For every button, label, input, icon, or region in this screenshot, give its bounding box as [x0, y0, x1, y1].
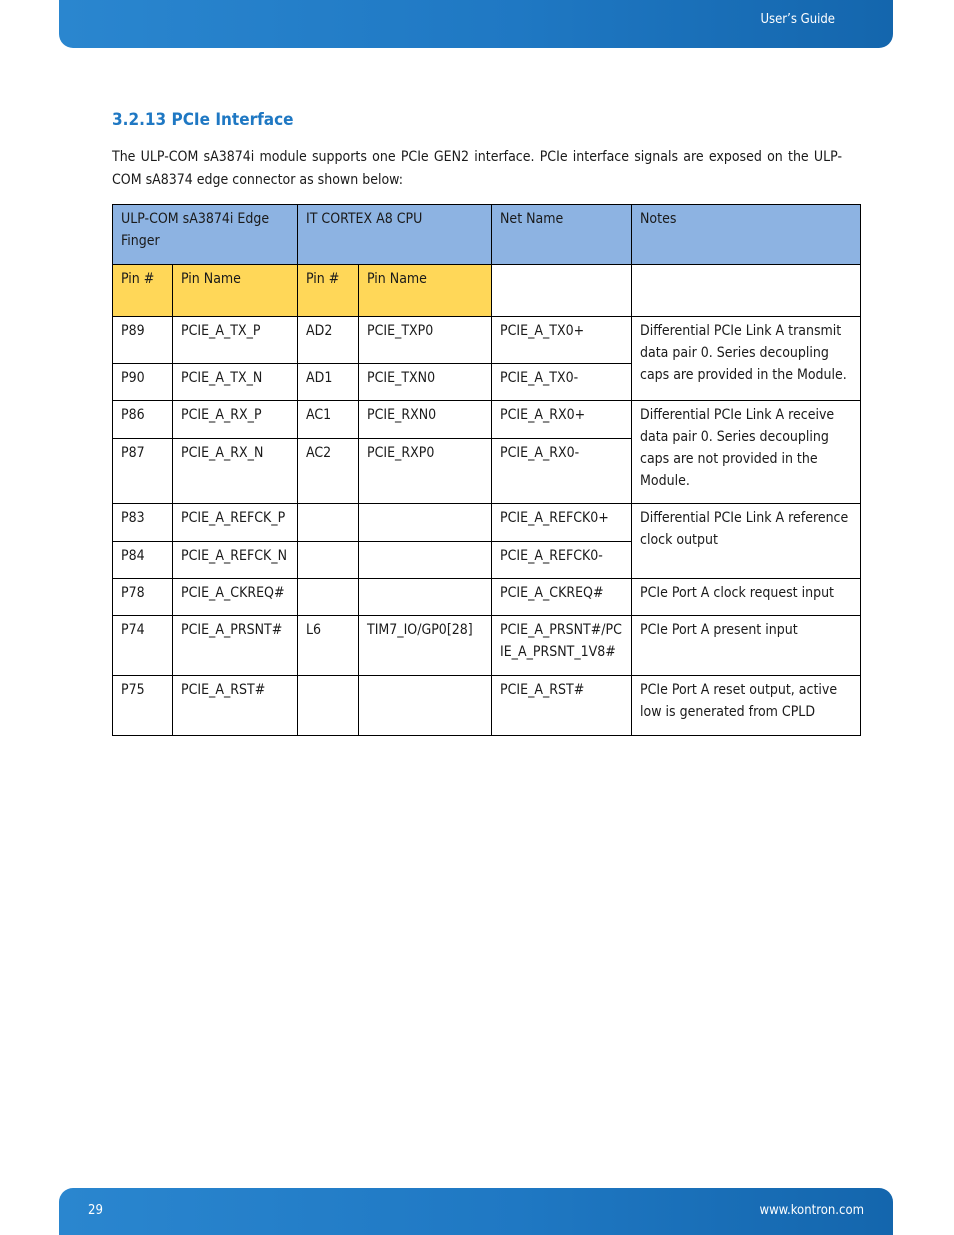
edge-pin-cell: P83 [113, 504, 173, 542]
notes-cell: Differential PCIe Link A transmit data pair 0. Series decoupling caps are provided in the Module. [632, 317, 861, 401]
edge-pin-name-cell: PCIE_A_RST# [173, 676, 298, 736]
edge-pin-cell: P86 [113, 401, 173, 439]
table-row [113, 616, 861, 676]
table-row [113, 504, 861, 542]
header-cpu-pin: Pin # [298, 265, 359, 317]
notes-cell: PCIe Port A clock request input [632, 579, 861, 616]
notes-cell: PCIe Port A present input [632, 616, 861, 676]
pcie-pin-table [112, 204, 861, 736]
cpu-pin-name-cell: PCIE_TXN0 [359, 364, 492, 401]
net-name-cell: PCIE_A_RX0+ [492, 401, 632, 439]
net-name-cell: PCIE_A_RST# [492, 676, 632, 736]
table-row [113, 676, 861, 736]
cpu-pin-cell: AC1 [298, 401, 359, 439]
cpu-pin-name-cell [359, 676, 492, 736]
notes-cell: PCIe Port A reset output, active low is generated from CPLD [632, 676, 861, 736]
edge-pin-cell: P75 [113, 676, 173, 736]
section-heading: 3.2.13 PCIe Interface [112, 110, 294, 130]
header-empty-cell [492, 265, 632, 317]
cpu-pin-cell: AD2 [298, 317, 359, 364]
net-name-cell: PCIE_A_REFCK0- [492, 542, 632, 579]
edge-pin-name-cell: PCIE_A_TX_P [173, 317, 298, 364]
intro-paragraph: The ULP-COM sA3874i module supports one PCIe GEN2 interface. PCIe interface signals are exposed on the ULP-COM sA8374 edge connector as shown below: [112, 149, 842, 188]
header-edge-pin-name: Pin Name [173, 265, 298, 317]
cpu-pin-cell: AD1 [298, 364, 359, 401]
header-edge-pin: Pin # [113, 265, 173, 317]
net-name-cell: PCIE_A_CKREQ# [492, 579, 632, 616]
cpu-pin-cell [298, 542, 359, 579]
cpu-pin-name-cell: PCIE_RXN0 [359, 401, 492, 439]
edge-pin-cell: P90 [113, 364, 173, 401]
table-row [113, 579, 861, 616]
cpu-pin-name-cell [359, 504, 492, 542]
footer-band [59, 1188, 893, 1235]
table-group-header-row [113, 205, 861, 265]
edge-pin-cell: P74 [113, 616, 173, 676]
cpu-pin-cell: L6 [298, 616, 359, 676]
notes-cell: Differential PCIe Link A receive data pair 0. Series decoupling caps are not provided in the Module. [632, 401, 861, 504]
edge-pin-cell: P87 [113, 439, 173, 504]
cpu-pin-name-cell [359, 542, 492, 579]
net-name-cell: PCIE_A_PRSNT#/PCIE_A_PRSNT_1V8# [492, 616, 632, 676]
header-net-name: Net Name [492, 205, 632, 265]
edge-pin-cell: P84 [113, 542, 173, 579]
header-edge-finger: ULP-COM sA3874i Edge Finger [113, 205, 298, 265]
cpu-pin-cell [298, 676, 359, 736]
document-type-label: User’s Guide [760, 12, 835, 27]
table-sub-header-row [113, 265, 861, 317]
table-row [113, 401, 861, 439]
net-name-cell: PCIE_A_RX0- [492, 439, 632, 504]
header-empty-cell [632, 265, 861, 317]
edge-pin-name-cell: PCIE_A_REFCK_N [173, 542, 298, 579]
edge-pin-name-cell: PCIE_A_REFCK_P [173, 504, 298, 542]
edge-pin-name-cell: PCIE_A_RX_P [173, 401, 298, 439]
notes-cell: Differential PCIe Link A reference clock output [632, 504, 861, 579]
header-band [59, 0, 893, 48]
table-row [113, 317, 861, 364]
edge-pin-name-cell: PCIE_A_CKREQ# [173, 579, 298, 616]
cpu-pin-name-cell: PCIE_RXP0 [359, 439, 492, 504]
net-name-cell: PCIE_A_REFCK0+ [492, 504, 632, 542]
cpu-pin-name-cell: PCIE_TXP0 [359, 317, 492, 364]
cpu-pin-name-cell [359, 579, 492, 616]
header-cpu-pin-name: Pin Name [359, 265, 492, 317]
page-number: 29 [88, 1203, 103, 1218]
edge-pin-name-cell: PCIE_A_RX_N [173, 439, 298, 504]
cpu-pin-cell [298, 504, 359, 542]
net-name-cell: PCIE_A_TX0+ [492, 317, 632, 364]
edge-pin-name-cell: PCIE_A_PRSNT# [173, 616, 298, 676]
edge-pin-cell: P89 [113, 317, 173, 364]
cpu-pin-cell [298, 579, 359, 616]
header-notes: Notes [632, 205, 861, 265]
edge-pin-cell: P78 [113, 579, 173, 616]
net-name-cell: PCIE_A_TX0- [492, 364, 632, 401]
cpu-pin-name-cell: TIM7_IO/GP0[28] [359, 616, 492, 676]
footer-url[interactable]: www.kontron.com [759, 1203, 864, 1218]
cpu-pin-cell: AC2 [298, 439, 359, 504]
edge-pin-name-cell: PCIE_A_TX_N [173, 364, 298, 401]
header-cpu: IT CORTEX A8 CPU [298, 205, 492, 265]
